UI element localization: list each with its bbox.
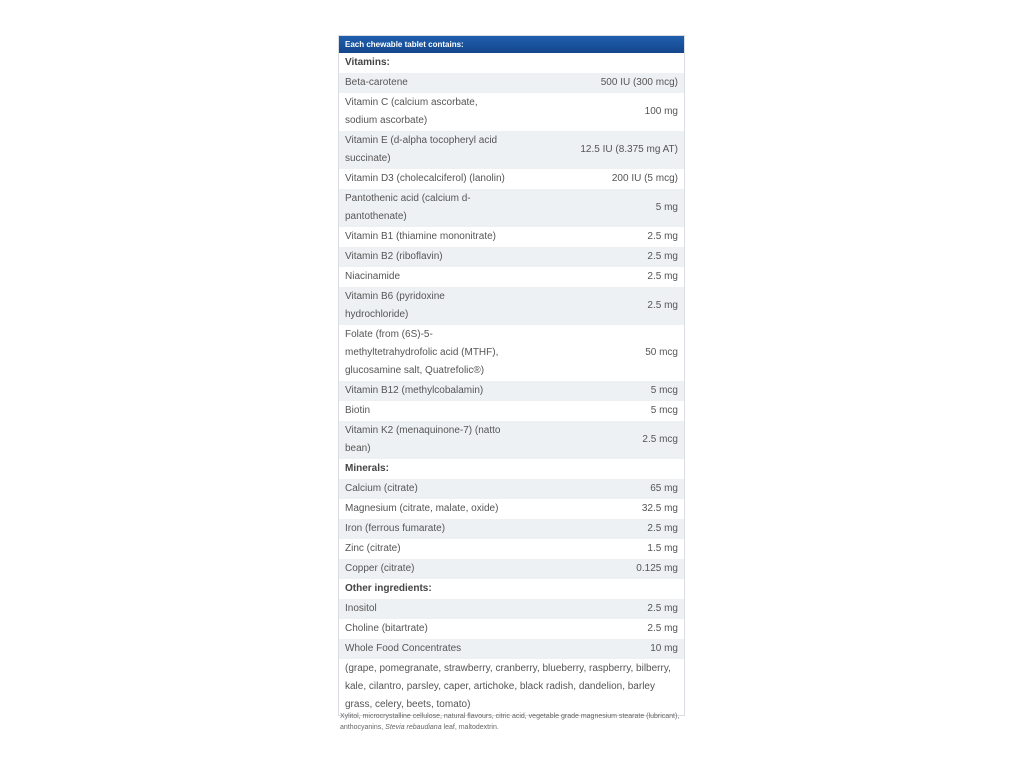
table-row: [339, 639, 684, 659]
other-ingredients-note: [340, 711, 690, 733]
ingredient-amount: 65 mg: [512, 479, 685, 499]
ingredient-amount: 12.5 IU (8.375 mg AT): [512, 131, 685, 169]
ingredient-name: Niacinamide: [345, 271, 401, 282]
table-row: [339, 189, 684, 227]
table-row: [339, 499, 684, 519]
ingredient-amount: 2.5 mcg: [512, 421, 685, 459]
table-row: [339, 401, 684, 421]
note-text-end: leaf, maltodextrin.: [441, 724, 499, 731]
table-row: [339, 421, 684, 459]
ingredient-amount: 5 mg: [512, 189, 685, 227]
ingredient-name: Choline (bitartrate): [345, 623, 428, 634]
ingredient-name: Magnesium (citrate, malate, oxide): [345, 503, 499, 514]
ingredient-amount: 2.5 mg: [647, 271, 678, 282]
section-header-row: [339, 53, 684, 73]
ingredient-amount: 200 IU (5 mcg): [611, 173, 678, 184]
ingredient-amount: 500 IU (300 mcg): [512, 73, 685, 93]
section-header-row: [339, 579, 684, 599]
ingredient-name: Folate (from (6S)-5-methyltetrahydrofolic acid (MTHF), glucosamine salt, Quatrefolic®): [345, 329, 499, 376]
ingredient-name: Vitamin B12 (methylcobalamin): [339, 381, 512, 401]
ingredient-name: Vitamin E (d-alpha tocopheryl acid succinate): [339, 131, 512, 169]
note-italic-text: Stevia rebaudiana: [385, 724, 442, 731]
table-row: [339, 519, 684, 539]
table-row: [339, 131, 684, 169]
table-row: [339, 247, 684, 267]
table-row: [339, 479, 684, 499]
ingredients-table: [339, 53, 684, 715]
ingredient-name: Iron (ferrous fumarate): [339, 519, 512, 539]
section-title: Vitamins:: [345, 57, 390, 68]
row-description: (grape, pomegranate, strawberry, cranberry, blueberry, raspberry, bilberry, kale, cilantro, parsley, caper, artichoke, black radish, dandelion, barley grass, celery, beets, tomato): [345, 663, 671, 710]
ingredient-amount: 2.5 mg: [512, 247, 685, 267]
ingredient-name: Whole Food Concentrates: [339, 639, 512, 659]
ingredient-amount: 0.125 mg: [512, 559, 685, 579]
ingredient-amount: 50 mcg: [645, 347, 678, 358]
ingredient-name: Calcium (citrate): [339, 479, 512, 499]
ingredients-panel: [338, 35, 685, 716]
table-row: [339, 287, 684, 325]
ingredient-amount: 1.5 mg: [647, 543, 678, 554]
table-row: [339, 559, 684, 579]
ingredient-name: Pantothenic acid (calcium d-pantothenate): [339, 189, 512, 227]
ingredient-name: Vitamin K2 (menaquinone-7) (natto bean): [339, 421, 512, 459]
ingredient-name: Biotin: [345, 405, 371, 416]
note-text-start: Xylitol, microcrystalline cellulose, natural flavours, citric acid, vegetable grade magnesium stearate (lubricant), anthocyanins,: [340, 713, 680, 731]
table-row: [339, 325, 684, 381]
table-row: [339, 73, 684, 93]
ingredient-amount: 2.5 mg: [512, 519, 685, 539]
ingredient-amount: 2.5 mg: [647, 623, 678, 634]
ingredient-name: Beta-carotene: [339, 73, 512, 93]
ingredient-amount: 5 mcg: [650, 405, 678, 416]
panel-header: Each chewable tablet contains:: [339, 36, 684, 53]
ingredient-amount: 100 mg: [644, 106, 678, 117]
ingredient-name: Vitamin D3 (cholecalciferol) (lanolin): [345, 173, 505, 184]
ingredient-amount: 32.5 mg: [641, 503, 678, 514]
table-row: [339, 267, 684, 287]
table-row: [339, 381, 684, 401]
ingredient-amount: 2.5 mg: [647, 231, 678, 242]
ingredient-amount: 10 mg: [512, 639, 685, 659]
section-header-row: [339, 459, 684, 479]
ingredient-amount: 2.5 mg: [512, 599, 685, 619]
table-row: [339, 227, 684, 247]
table-row: [339, 599, 684, 619]
ingredient-name: Vitamin C (calcium ascorbate, sodium ascorbate): [345, 97, 478, 126]
ingredient-amount: 2.5 mg: [512, 287, 685, 325]
section-title: Minerals:: [345, 463, 389, 474]
table-row: [339, 619, 684, 639]
ingredient-name: Copper (citrate): [339, 559, 512, 579]
table-row: [339, 539, 684, 559]
table-row: [339, 169, 684, 189]
table-row: [339, 93, 684, 131]
ingredient-name: Inositol: [339, 599, 512, 619]
section-title: Other ingredients:: [345, 583, 432, 594]
description-row: [339, 659, 684, 715]
ingredient-name: Vitamin B6 (pyridoxine hydrochloride): [339, 287, 512, 325]
ingredient-amount: 5 mcg: [512, 381, 685, 401]
ingredient-name: Vitamin B1 (thiamine mononitrate): [345, 231, 496, 242]
ingredient-name: Vitamin B2 (riboflavin): [339, 247, 512, 267]
ingredient-name: Zinc (citrate): [345, 543, 401, 554]
